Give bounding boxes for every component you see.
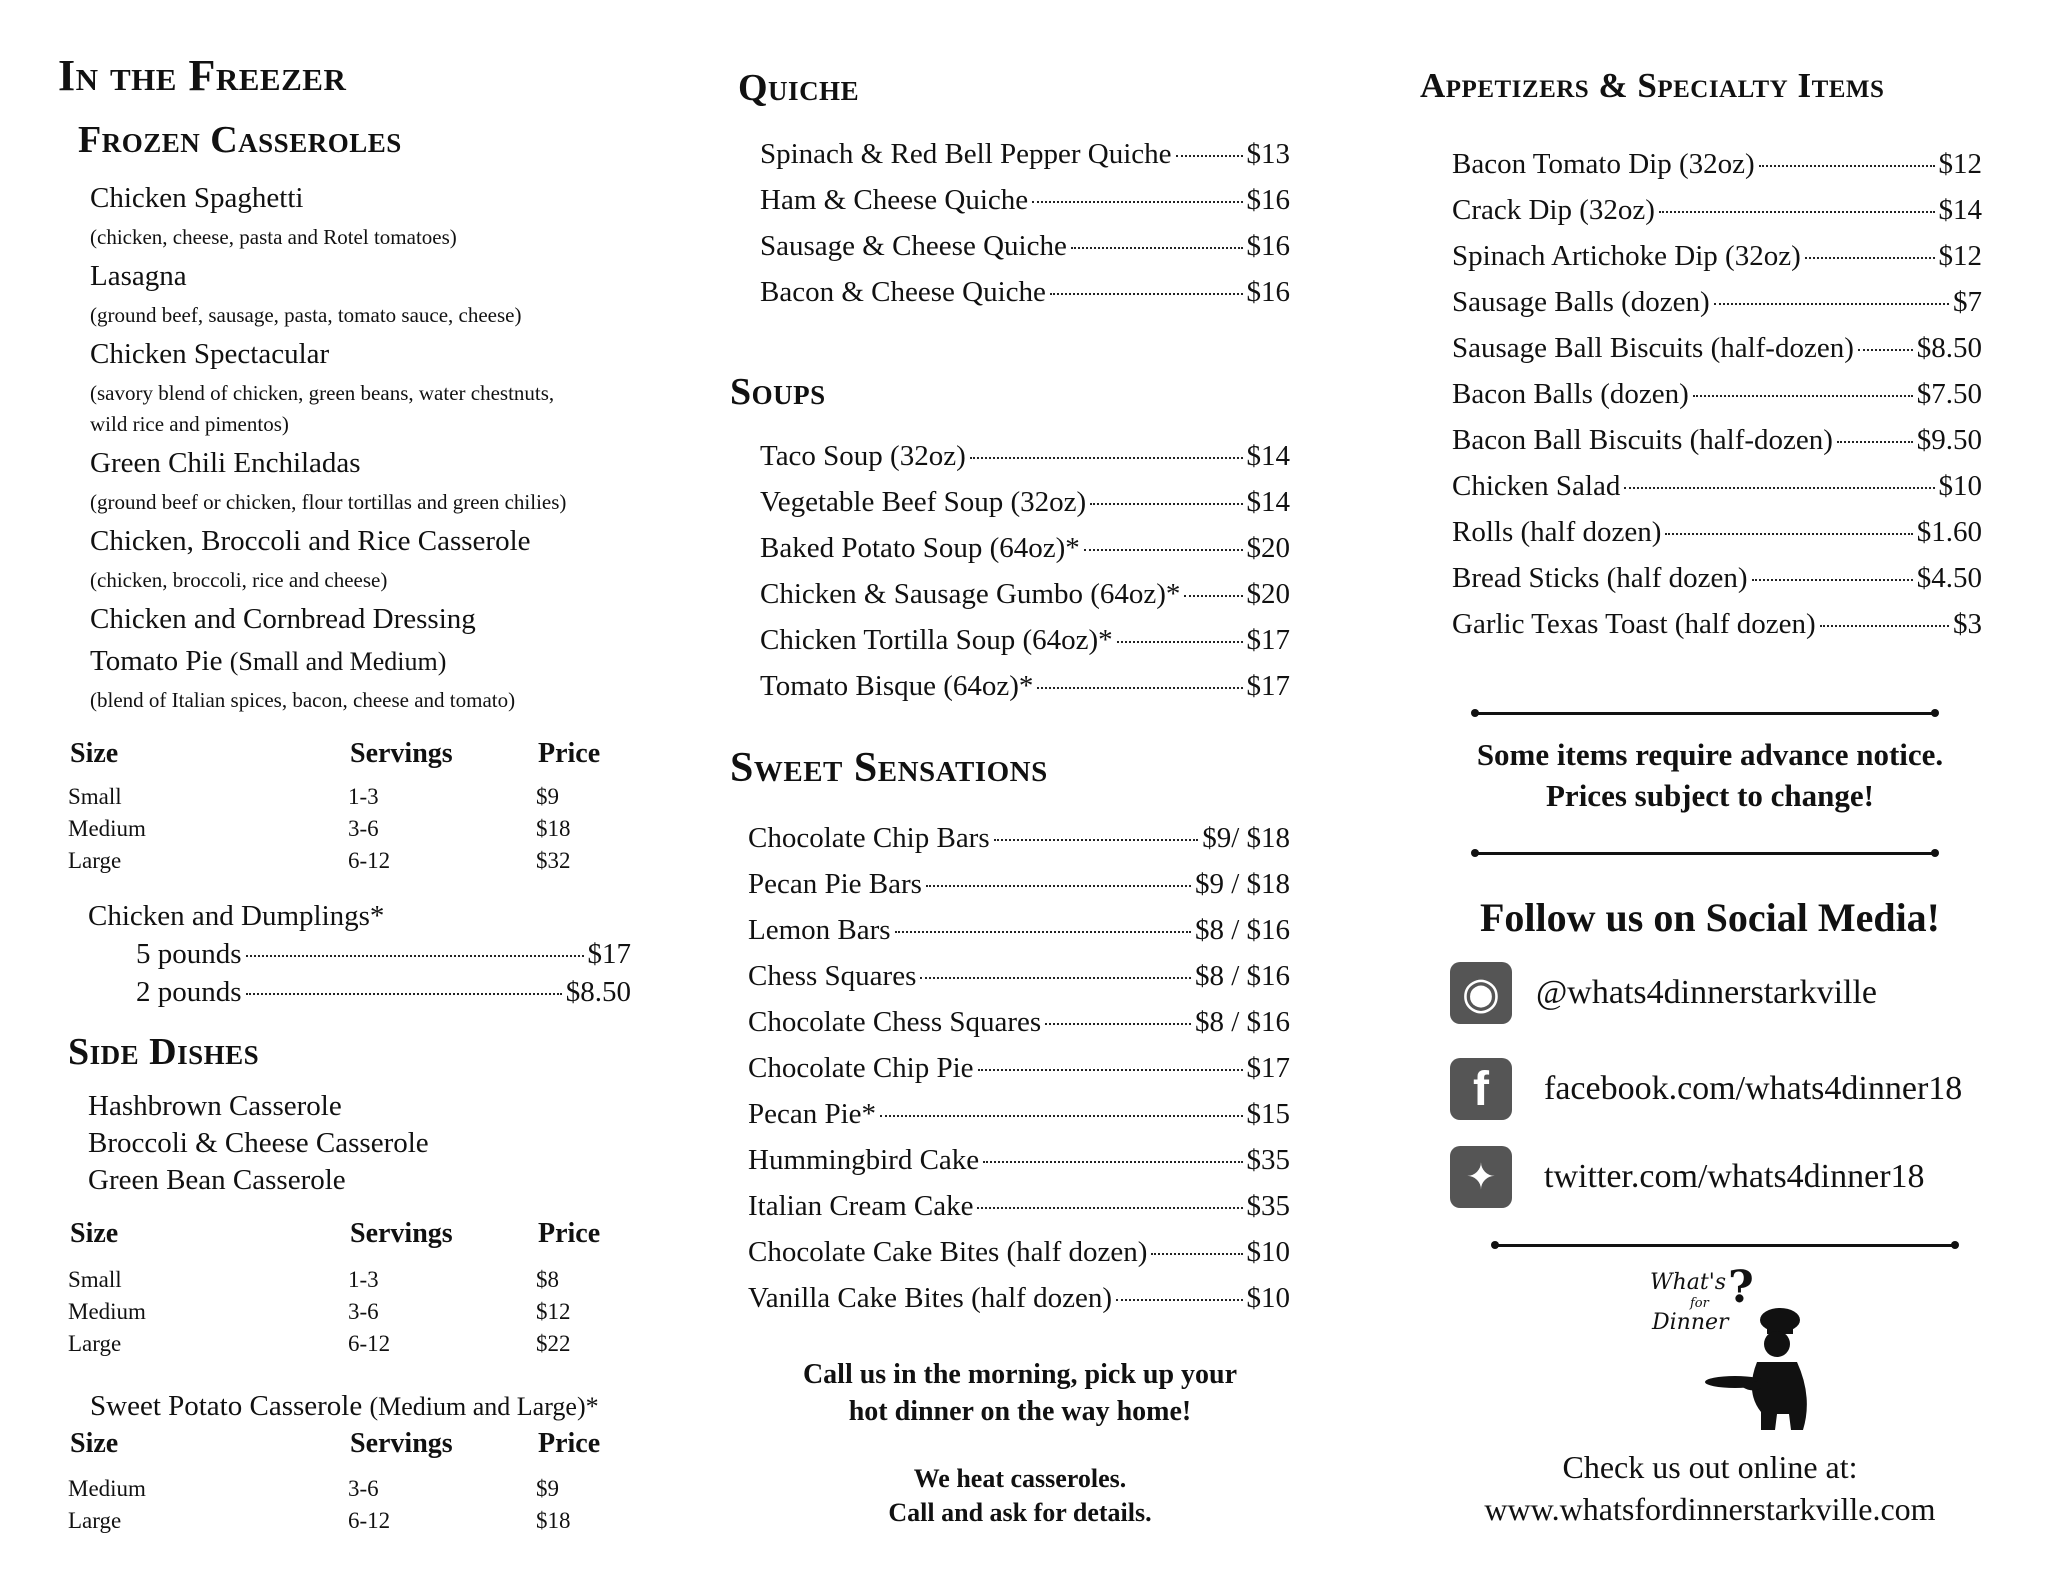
- table-cell: $9: [536, 784, 559, 809]
- size-header: Size: [70, 1218, 119, 1249]
- table-cell: $18: [536, 1508, 571, 1533]
- casserole-desc: (ground beef or chicken, flour tortillas and green chilies): [90, 490, 567, 514]
- menu-row: Bread Sticks (half dozen) $4.50: [1452, 562, 1982, 594]
- menu-row: Chicken Salad $10: [1452, 470, 1982, 502]
- dumplings-row: 2 pounds $8.50: [136, 976, 631, 1008]
- quiche-heading: Quiche: [738, 67, 860, 109]
- menu-row: Rolls (half dozen) $1.60: [1452, 516, 1982, 548]
- casserole-name: Chicken Spaghetti: [90, 182, 304, 214]
- twitter-icon: ✦: [1450, 1146, 1512, 1208]
- menu-row: Vanilla Cake Bites (half dozen) $10: [748, 1282, 1290, 1314]
- menu-row: Chicken Tortilla Soup (64oz)* $17: [760, 624, 1290, 656]
- dumplings-row: 5 pounds $17: [136, 938, 631, 970]
- logo-text: Dinner: [1652, 1310, 1729, 1335]
- divider: [1475, 852, 1935, 855]
- divider: [1475, 712, 1935, 715]
- casserole-desc: (savory blend of chicken, green beans, water chestnuts,: [90, 381, 555, 405]
- menu-row: Chess Squares $8 / $16: [748, 960, 1290, 992]
- table-cell: Small: [68, 1267, 122, 1292]
- size-header: Size: [70, 1428, 119, 1459]
- menu-row: Italian Cream Cake $35: [748, 1190, 1290, 1222]
- menu-row: Chicken & Sausage Gumbo (64oz)* $20: [760, 578, 1290, 610]
- menu-row: Bacon Ball Biscuits (half-dozen) $9.50: [1452, 424, 1982, 456]
- table-cell: 3-6: [348, 1299, 379, 1324]
- side-dish: Green Bean Casserole: [88, 1164, 346, 1196]
- casserole-name: Chicken and Cornbread Dressing: [90, 603, 476, 635]
- casserole-name: Tomato Pie (Small and Medium): [90, 645, 447, 677]
- sweet-potato-title: Sweet Potato Casserole (Medium and Large)*: [90, 1390, 599, 1422]
- table-cell: $18: [536, 816, 571, 841]
- follow-heading: Follow us on Social Media!: [1479, 895, 1941, 940]
- menu-row: Crack Dip (32oz) $14: [1452, 194, 1982, 226]
- menu-row: Chocolate Chip Pie $17: [748, 1052, 1290, 1084]
- side-dish: Hashbrown Casserole: [88, 1090, 342, 1122]
- menu-row: Pecan Pie* $15: [748, 1098, 1290, 1130]
- menu-row: Bacon Tomato Dip (32oz) $12: [1452, 148, 1982, 180]
- menu-row: Baked Potato Soup (64oz)* $20: [760, 532, 1290, 564]
- menu-row: Sausage Ball Biscuits (half-dozen) $8.50: [1452, 332, 1982, 364]
- table-cell: Large: [68, 1331, 122, 1356]
- advance-notice: Some items require advance notice. Prices subject to change!: [1476, 737, 1944, 813]
- menu-row: Garlic Texas Toast (half dozen) $3: [1452, 608, 1982, 640]
- servings-header: Servings: [350, 1428, 453, 1459]
- menu-row: Lemon Bars $8 / $16: [748, 914, 1290, 946]
- table-cell: 6-12: [348, 1508, 391, 1533]
- price-header: Price: [538, 1428, 601, 1459]
- table-cell: $12: [536, 1299, 571, 1324]
- heat-note: We heat casseroles. Call and ask for details.: [888, 1464, 1152, 1527]
- menu-row: Chocolate Chip Bars $9/ $18: [748, 822, 1290, 854]
- price-header: Price: [538, 1218, 601, 1249]
- table-cell: $8: [536, 1267, 559, 1292]
- website-link[interactable]: www.whatsfordinnerstarkville.com: [1484, 1491, 1936, 1527]
- menu-row: Hummingbird Cake $35: [748, 1144, 1290, 1176]
- menu-row: Chocolate Chess Squares $8 / $16: [748, 1006, 1290, 1038]
- casserole-name: Chicken, Broccoli and Rice Casserole: [90, 525, 531, 557]
- casserole-desc: (ground beef, sausage, pasta, tomato sauce, cheese): [90, 303, 522, 327]
- menu-row: Ham & Cheese Quiche $16: [760, 184, 1290, 216]
- instagram-link[interactable]: [1450, 962, 1877, 1024]
- menu-row: Bacon & Cheese Quiche $16: [760, 276, 1290, 308]
- table-cell: Medium: [68, 1299, 146, 1324]
- menu-row: Bacon Balls (dozen) $7.50: [1452, 378, 1982, 410]
- table-cell: $9: [536, 1476, 559, 1501]
- freezer-heading: In the Freezer: [58, 51, 347, 100]
- table-cell: 1-3: [348, 1267, 379, 1292]
- servings-header: Servings: [350, 1218, 453, 1249]
- table-cell: Large: [68, 1508, 122, 1533]
- table-cell: Large: [68, 848, 122, 873]
- menu-row: Pecan Pie Bars $9 / $18: [748, 868, 1290, 900]
- table-cell: Medium: [68, 816, 146, 841]
- menu-row: Spinach & Red Bell Pepper Quiche $13: [760, 138, 1290, 170]
- table-cell: 6-12: [348, 848, 391, 873]
- dumplings-title: Chicken and Dumplings*: [88, 900, 385, 932]
- appetizers-heading: Appetizers & Specialty Items: [1420, 66, 1885, 105]
- menu-row: Vegetable Beef Soup (32oz) $14: [760, 486, 1290, 518]
- table-cell: 1-3: [348, 784, 379, 809]
- soups-heading: Soups: [730, 371, 826, 413]
- table-cell: Small: [68, 784, 122, 809]
- online-info: Check us out online at: www.whatsfordinnerstarkville.com: [1420, 1446, 2000, 1530]
- menu-row: Taco Soup (32oz) $14: [760, 440, 1290, 472]
- price-header: Price: [538, 738, 601, 769]
- sweet-sensations-heading: Sweet Sensations: [730, 745, 1048, 791]
- facebook-url: facebook.com/whats4dinner18: [1544, 1070, 1963, 1107]
- logo-text: for: [1690, 1296, 1709, 1311]
- instagram-handle: @whats4dinnerstarkville: [1536, 974, 1878, 1011]
- table-cell: Medium: [68, 1476, 146, 1501]
- menu-row: Sausage & Cheese Quiche $16: [760, 230, 1290, 262]
- table-cell: 3-6: [348, 816, 379, 841]
- side-dishes-heading: Side Dishes: [68, 1031, 260, 1073]
- instagram-icon: ◉: [1450, 962, 1512, 1024]
- side-dish: Broccoli & Cheese Casserole: [88, 1127, 429, 1159]
- twitter-url: twitter.com/whats4dinner18: [1544, 1158, 1925, 1195]
- casserole-name: Chicken Spectacular: [90, 338, 330, 370]
- table-cell: 6-12: [348, 1331, 391, 1356]
- casserole-name: Lasagna: [90, 260, 187, 292]
- question-mark-icon: ?: [1728, 1262, 1754, 1313]
- whats-for-dinner-logo: [1650, 1262, 1830, 1432]
- casserole-desc: wild rice and pimentos): [90, 412, 289, 436]
- logo-text: What's: [1650, 1270, 1727, 1295]
- menu-row: Chocolate Cake Bites (half dozen) $10: [748, 1236, 1290, 1268]
- call-us-note: Call us in the morning, pick up your hot dinner on the way home!: [802, 1359, 1238, 1427]
- facebook-link[interactable]: [1450, 1058, 1962, 1120]
- table-cell: $22: [536, 1331, 571, 1356]
- divider: [1495, 1244, 1955, 1247]
- casserole-desc: (blend of Italian spices, bacon, cheese and tomato): [90, 688, 516, 712]
- casserole-name: Green Chili Enchiladas: [90, 447, 361, 479]
- table-cell: 3-6: [348, 1476, 379, 1501]
- chef-icon: [1705, 1302, 1825, 1432]
- size-header: Size: [70, 738, 119, 769]
- menu-row: Spinach Artichoke Dip (32oz) $12: [1452, 240, 1982, 272]
- menu-row: Sausage Balls (dozen) $7: [1452, 286, 1982, 318]
- frozen-casseroles-heading: Frozen Casseroles: [78, 119, 402, 161]
- casserole-desc: (chicken, cheese, pasta and Rotel tomatoes): [90, 225, 457, 249]
- table-cell: $32: [536, 848, 571, 873]
- menu-row: Tomato Bisque (64oz)* $17: [760, 670, 1290, 702]
- facebook-icon: f: [1450, 1058, 1512, 1120]
- twitter-link[interactable]: [1450, 1146, 1925, 1208]
- casserole-desc: (chicken, broccoli, rice and cheese): [90, 568, 388, 592]
- servings-header: Servings: [350, 738, 453, 769]
